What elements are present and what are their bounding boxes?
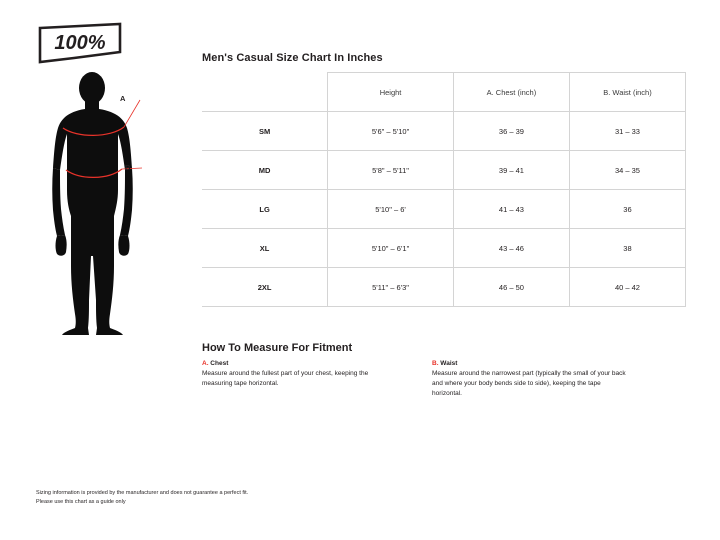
measure-label-chest: Chest xyxy=(208,360,229,367)
measure-label-waist: Waist xyxy=(438,360,458,367)
body-figure xyxy=(22,70,182,335)
measure-body-chest: Measure around the fullest part of your chest, keeping the measuring tape horizontal. xyxy=(202,370,369,387)
cell-chest: 43 – 46 xyxy=(453,229,569,268)
measure-heading-chest xyxy=(202,360,398,367)
table-header-row xyxy=(202,73,686,112)
cell-waist: 40 – 42 xyxy=(569,268,685,307)
table-row xyxy=(202,229,686,268)
cell-height: 5'10" – 6'1" xyxy=(328,229,454,268)
table-row xyxy=(202,268,686,307)
cell-chest: 36 – 39 xyxy=(453,112,569,151)
cell-waist: 31 – 33 xyxy=(569,112,685,151)
measure-letter-a: A. xyxy=(202,360,209,367)
left-column xyxy=(0,0,190,540)
column-header-chest: A. Chest (inch) xyxy=(453,73,569,112)
cell-size: LG xyxy=(202,190,328,229)
column-header-size xyxy=(202,73,328,112)
column-header-height: Height xyxy=(328,73,454,112)
size-chart-table xyxy=(202,72,686,307)
size-chart-title: Men's Casual Size Chart In Inches xyxy=(202,52,383,64)
cell-waist: 38 xyxy=(569,229,685,268)
cell-size: XL xyxy=(202,229,328,268)
table-row xyxy=(202,112,686,151)
how-to-measure-title: How To Measure For Fitment xyxy=(202,342,353,354)
cell-size: SM xyxy=(202,112,328,151)
cell-chest: 46 – 50 xyxy=(453,268,569,307)
measure-heading-waist xyxy=(432,360,628,367)
cell-size: 2XL xyxy=(202,268,328,307)
marker-label-b: B xyxy=(125,163,131,172)
brand-logo xyxy=(36,22,124,64)
measure-instruction-chest xyxy=(202,360,398,389)
cell-height: 5'10" – 6' xyxy=(328,190,454,229)
cell-waist: 34 – 35 xyxy=(569,151,685,190)
svg-text:100%: 100% xyxy=(54,32,106,54)
cell-chest: 41 – 43 xyxy=(453,190,569,229)
measure-instruction-waist xyxy=(432,360,628,398)
footer-line-1: Sizing information is provided by the manufacturer and does not guarantee a perfect fit. xyxy=(36,490,249,496)
table-row xyxy=(202,151,686,190)
cell-height: 5'11" – 6'3" xyxy=(328,268,454,307)
footer-line-2: Please use this chart as a guide only xyxy=(36,499,126,506)
cell-height: 5'8" – 5'11" xyxy=(328,151,454,190)
marker-label-a: A xyxy=(120,94,126,103)
cell-height: 5'6" – 5'10" xyxy=(328,112,454,151)
cell-size: MD xyxy=(202,151,328,190)
table-row xyxy=(202,190,686,229)
column-header-waist: B. Waist (inch) xyxy=(569,73,685,112)
cell-chest: 39 – 41 xyxy=(453,151,569,190)
cell-waist: 36 xyxy=(569,190,685,229)
measure-body-waist: Measure around the narrowest part (typically the small of your back and where your body bends side to side), keeping the tape horizontal. xyxy=(432,370,626,397)
footer-disclaimer xyxy=(36,489,356,508)
measure-letter-b: B. xyxy=(432,360,439,367)
